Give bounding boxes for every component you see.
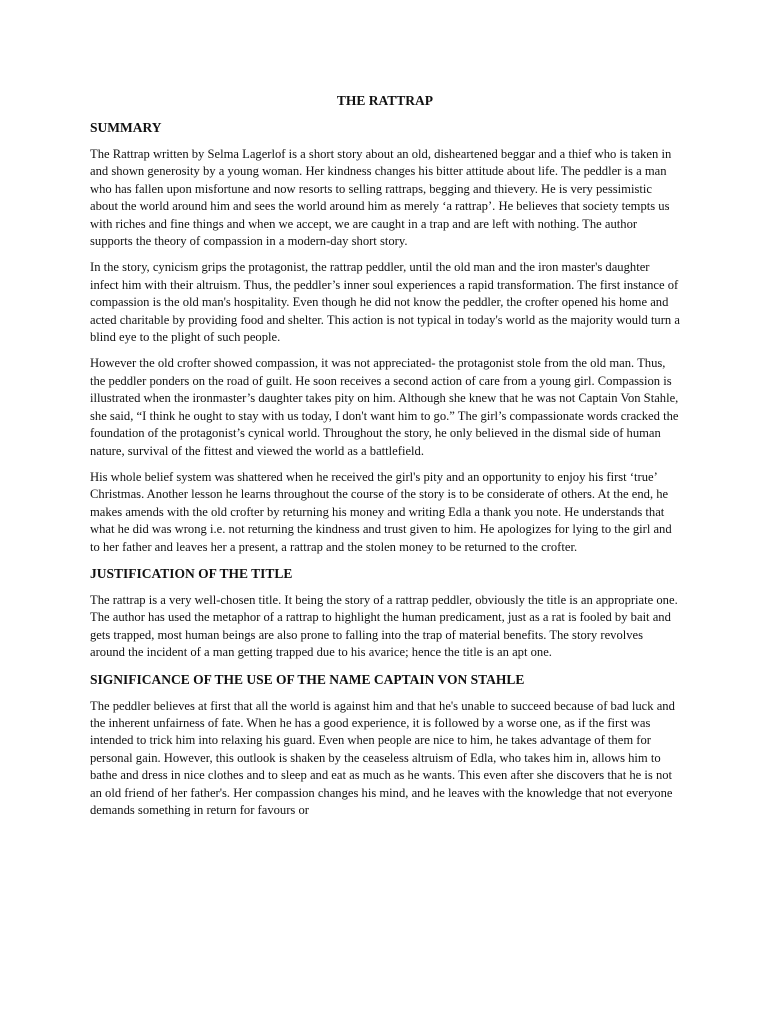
paragraph: The Rattrap written by Selma Lagerlof is a short story about an old, disheartened beggar and a thief who is taken in and shown generosity by a young woman. Her kindness changes his bitter attitude about life. The peddler is a man who has fallen upon misfortune and now resorts to selling rattraps, begging and thievery. He is very pessimistic about the world around him and sees the world around him as merely ‘a rattrap’. He believes that society tempts us with riches and fine things and when we accept, we are caught in a trap and are left with nothing. The author supports the theory of compassion in a modern-day short story. [90, 147, 672, 249]
section-heading: JUSTIFICATION OF THE TITLE [90, 565, 293, 581]
section-justification-of-title [90, 565, 680, 662]
paragraph: The peddler believes at first that all the world is against him and that he's unable to succeed because of bad luck and the inherent unfairness of fate. When he has a good experience, it is followed by a worse one, as if the first was intended to trick him into relaxing his guard. Even when people are nice to him, he takes advantage of them for personal gain. However, this outlook is shaken by the ceaseless altruism of Edla, who takes him in, allows him to bathe and dress in nice clothes and to sleep and eat as much as he wants. This even after she discovers that he is not an old friend of her father's. Her compassion changes his mind, and he leaves with the knowledge that not everyone demands something in return for favours or [90, 698, 675, 817]
paragraph: However the old crofter showed compassion, it was not appreciated- the protagonist stole from the old man. Thus, the peddler ponders on the road of guilt. He soon receives a second action of care from a young girl. Compassion is illustrated when the ironmaster’s daughter takes pity on him. Although she knew that he was not Captain Von Stahle, she said, “I think he ought to stay with us today, I don't want him to go.” The girl’s compassionate words cracked the foundation of the protagonist’s cynical world. Throughout the story, he only believed in the dismal side of human nature, survival of the fittest and viewed the world as a battlefield. [90, 356, 679, 458]
section-heading: SUMMARY [90, 120, 162, 135]
section-summary [90, 119, 680, 556]
paragraph: The rattrap is a very well-chosen title. It being the story of a rattrap peddler, obviously the title is an appropriate one. The author has used the metaphor of a rattrap to highlight the human predicament, just as a rat is fooled by bait and gets trapped, most human beings are also prone to falling into the trap of material benefits. The story revolves around the incident of a man getting trapped due to his avarice; hence the title is an apt one. [90, 592, 678, 660]
paragraph: In the story, cynicism grips the protagonist, the rattrap peddler, until the old man and the iron master's daughter infect him with their altruism. Thus, the peddler’s inner soul experiences a rapid transformation. The first instance of compassion is the old man's hospitality. Even though he did not know the peddler, the crofter opened his home and acted charitable by providing food and shelter. This action is not typical in today's world as the majority would turn a blind eye to the plight of such people. [90, 260, 680, 345]
paragraph: His whole belief system was shattered when he received the girl's pity and an opportunity to enjoy his first ‘true’ Christmas. Another lesson he learns throughout the course of the story is to be considerate of others. At the end, he makes amends with the old crofter by returning his money and writing Edla a thank you note. He understands that what he did was wrong i.e. not returning the kindness and trust given to him. He apologizes for lying to the girl and to her father and leaves her a present, a rattrap and the stolen money to be returned to the crofter. [90, 469, 672, 554]
section-heading: SIGNIFICANCE OF THE USE OF THE NAME CAPTAIN VON STAHLE [90, 671, 525, 687]
section-captain-von-stahle [90, 671, 680, 820]
document-page [90, 92, 680, 828]
document-title: THE RATTRAP [336, 93, 434, 108]
